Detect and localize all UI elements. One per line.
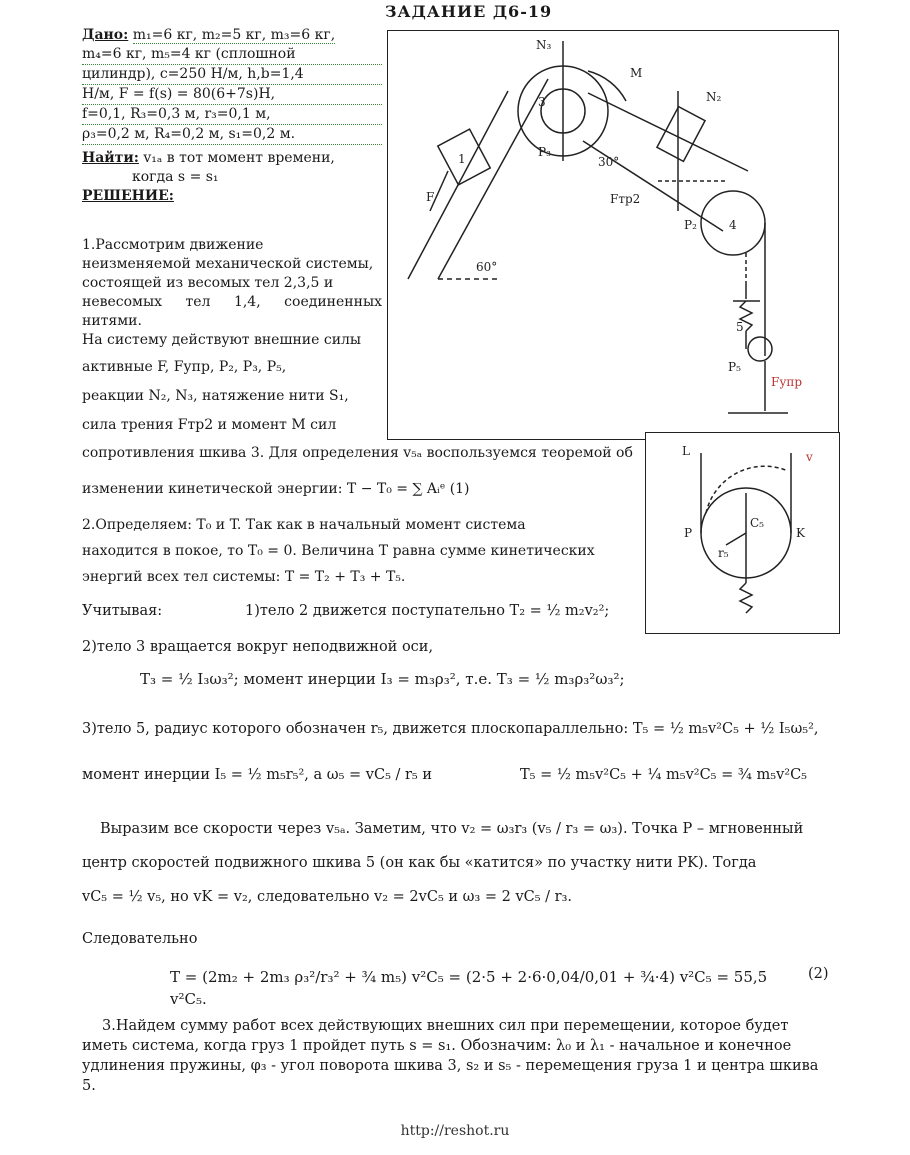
label-p5: P₅ [728, 360, 741, 374]
paragraph-1 [82, 236, 382, 435]
p1-line: невесомых тел 1,4, соединенных нитями. [82, 294, 382, 329]
label-fupr: Fупр [771, 375, 803, 389]
page-title: ЗАДАНИЕ Д6-19 [385, 2, 553, 21]
paragraph-5 [82, 1016, 832, 1096]
p1-line: На систему действуют внешние силы [82, 332, 362, 348]
p2-line: энергий всех тел системы: T = T₂ + T₃ + T₅. [82, 569, 406, 585]
given-line-4: Н/м, F = f(s) = 80(6+7s)Н, [82, 85, 382, 105]
label-angle30: 30° [598, 155, 620, 169]
label-k: K [796, 526, 805, 540]
p1-line: изменении кинетической энергии: T − T₀ = ∑ Aᵢᵉ (1) [82, 481, 470, 497]
p1-line: сопротивления шкива 3. Для определения v₅ₐ воспользуемся теоремой об [82, 445, 633, 461]
p1-line: реакции N₂, N₃, натяжение нити S₁, [82, 388, 349, 404]
footer-link[interactable]: http://reshot.ru [400, 1123, 510, 1139]
label-p: P [684, 526, 693, 540]
label-body4: 4 [729, 218, 737, 232]
label-body1: 1 [458, 152, 466, 166]
given-line-1: m₁=6 кг, m₂=5 кг, m₃=6 кг, [132, 27, 336, 43]
p5-line: иметь система, когда груз 1 пройдет путь s = s₁. Обозначим: λ₀ и λ₁ - начальное и конечное [82, 1038, 792, 1054]
para-4c: vC₅ = ½ v₅, но vK = v₂, следовательно v₂ = 2vC₅ и ω₃ = 2 vC₅ / r₃. [82, 889, 573, 905]
item-3a: 3)тело 5, радиус которого обозначен r₅, движется плоскопараллельно: T₅ = ½ m₅v²C₅ + ½ I₅ω₅², [82, 721, 819, 737]
given-line-6: ρ₃=0,2 м, R₄=0,2 м, s₁=0,2 м. [82, 125, 382, 145]
p1-line: сила трения Fтр2 и момент M сил [82, 417, 337, 433]
given-line-3: цилиндр), c=250 Н/м, h,b=1,4 [82, 65, 382, 85]
p5-line: 5. [82, 1078, 96, 1094]
given-block [82, 26, 382, 206]
item-2a: 2)тело 3 вращается вокруг неподвижной оси, [82, 639, 434, 655]
paragraph-2 [82, 512, 642, 590]
label-ftr: Fтр2 [610, 192, 641, 206]
main-equation-number: (2) [808, 966, 829, 982]
item-3b: момент инерции I₅ = ½ m₅r₅², а ω₅ = vC₅ / r₅ и [82, 767, 433, 783]
p1-line: состоящей из весомых тел 2,3,5 и [82, 275, 334, 291]
find-text-2: когда s = s₁ [132, 169, 219, 185]
mechanism-diagram [388, 31, 838, 439]
uchityvaya-label: Учитывая: [82, 603, 163, 619]
p1-line: 1.Рассмотрим движение [82, 237, 264, 253]
label-n3: N₃ [536, 38, 552, 52]
label-p3: P₃ [538, 145, 551, 159]
para-4b: центр скоростей подвижного шкива 5 (он как бы «катится» по участку нити PK). Тогда [82, 855, 757, 871]
item-3c: T₅ = ½ m₅v²C₅ + ¼ m₅v²C₅ = ¾ m₅v²C₅ [520, 767, 807, 783]
sledovatelno-label: Следовательно [82, 931, 198, 947]
solution-label: РЕШЕНИЕ: [82, 188, 174, 204]
find-text: v₁ₐ в тот момент времени, [143, 150, 335, 166]
p1-line: активные F, Fупр, P₂, P₃, P₅, [82, 359, 287, 375]
p5-line: 3.Найдем сумму работ всех действующих внешних сил при перемещении, которое будет [102, 1018, 789, 1034]
label-angle60: 60° [476, 260, 498, 274]
item-2b: T₃ = ½ I₃ω₃²; момент инерции I₃ = m₃ρ₃², т.е. T₃ = ½ m₃ρ₃²ω₃²; [140, 670, 625, 688]
label-c5: C₅ [750, 516, 764, 530]
given-label: Дано: [82, 27, 129, 43]
para-4a: Выразим все скорости через v₅ₐ. Заметим, что v₂ = ω₃r₃ (v₅ / r₃ = ω₃). Точка P – мгновенный [100, 821, 804, 837]
p2-line: находится в покое, то T₀ = 0. Величина T равна сумме кинетических [82, 543, 595, 559]
label-l: L [682, 444, 690, 458]
p1-line: неизменяемой механической системы, [82, 256, 374, 272]
p2-line: 2.Определяем: T₀ и T. Так как в начальный момент система [82, 517, 526, 533]
find-label: Найти: [82, 150, 139, 166]
label-body5: 5 [736, 320, 744, 334]
main-equation: T = (2m₂ + 2m₃ ρ₃²/r₃² + ¾ m₅) v²C₅ = (2·5 + 2·6·0,04/0,01 + ¾·4) v²C₅ = 55,5 v²C₅. [170, 968, 768, 1008]
label-body3: 3 [538, 95, 546, 109]
label-r5: r₅ [718, 546, 729, 560]
label-v: v [806, 450, 813, 464]
label-m: M [630, 66, 643, 80]
given-line-5: f=0,1, R₃=0,3 м, r₃=0,1 м, [82, 105, 382, 125]
label-p2: P₂ [684, 218, 697, 232]
label-n2: N₂ [706, 90, 722, 104]
given-line-2: m₄=6 кг, m₅=4 кг (сплошной [82, 45, 382, 65]
item-1: 1)тело 2 движется поступательно T₂ = ½ m₂v₂²; [245, 603, 610, 619]
mechanism-figure [387, 30, 839, 440]
label-f: F [426, 190, 435, 204]
p5-line: удлинения пружины, φ₃ - угол поворота шкива 3, s₂ и s₅ - перемещения груза 1 и центра шкива [82, 1058, 819, 1074]
